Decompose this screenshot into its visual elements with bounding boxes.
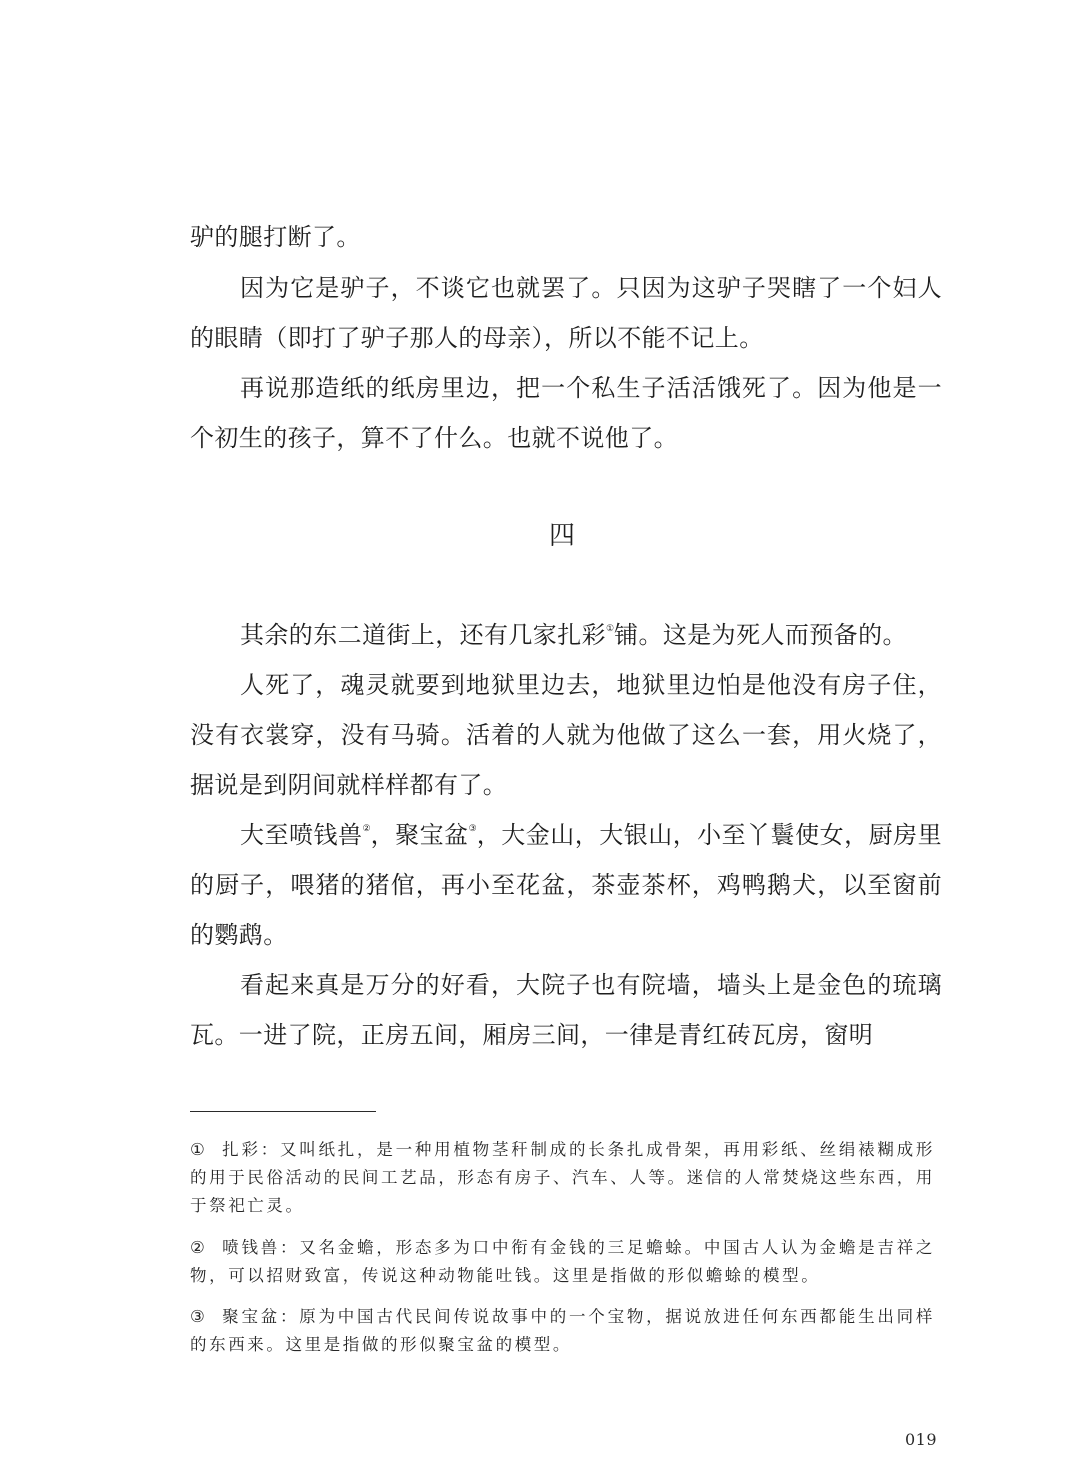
paragraph (190, 263, 942, 363)
footnote-2 (190, 1234, 935, 1290)
paragraph-text: 大至喷钱兽 (240, 821, 363, 849)
paragraph-text: 其余的东二道街上，还有几家扎彩 (240, 621, 606, 649)
footnote-number: ② (190, 1238, 205, 1257)
paragraph-text: 驴的腿打断了。 (190, 223, 361, 251)
paragraph (190, 363, 942, 463)
footnote-text: 扎彩：又叫纸扎，是一种用植物茎秆制成的长条扎成骨架，再用彩纸、丝绢裱糊成形的用于民俗活动的民间工艺品，形态有房子、汽车、人等。迷信的人常焚烧这些东西，用于祭祀亡灵。 (190, 1140, 935, 1215)
section-heading: 四 (548, 521, 575, 551)
footnote-ref-3[interactable]: ③ (468, 824, 477, 834)
paragraph-text: 再说那造纸的纸房里边，把一个私生子活活饿死了。因为他是一个初生的孩子，算不了什么。也就不说他了。 (190, 374, 942, 452)
footnote-number: ① (190, 1140, 205, 1159)
footnote-3 (190, 1303, 935, 1359)
paragraph (190, 810, 942, 960)
page-number: 019 (905, 1430, 938, 1449)
footnote-text: 聚宝盆：原为中国古代民间传说故事中的一个宝物，据说放进任何东西都能生出同样的东西来。这里是指做的形似聚宝盆的模型。 (190, 1307, 935, 1354)
paragraph-text: ，聚宝盆 (370, 821, 469, 849)
paragraph-text: 人死了，魂灵就要到地狱里边去，地狱里边怕是他没有房子住，没有衣裳穿，没有马骑。活着的人就为他做了这么一套，用火烧了，据说是到阴间就样样都有了。 (190, 671, 942, 799)
paragraph (190, 212, 942, 262)
footnote-1 (190, 1136, 935, 1220)
paragraph-text: 因为它是驴子，不谈它也就罢了。只因为这驴子哭瞎了一个妇人的眼睛（即打了驴子那人的母亲），所以不能不记上。 (190, 274, 942, 352)
footnote-ref-1[interactable]: ① (606, 624, 615, 634)
footnote-text: 喷钱兽：又名金蟾，形态多为口中衔有金钱的三足蟾蜍。中国古人认为金蟾是吉祥之物，可以招财致富，传说这种动物能吐钱。这里是指做的形似蟾蜍的模型。 (190, 1238, 935, 1285)
paragraph-text: ，大金山，大银山，小至丫鬟使女，厨房里的厨子，喂猪的猪倌，再小至花盆，茶壶茶杯，鸡鸭鹅犬，以至窗前的鹦鹉。 (190, 821, 942, 949)
paragraph-text: 铺。这是为死人而预备的。 (614, 621, 907, 649)
paragraph-text: 看起来真是万分的好看，大院子也有院墙，墙头上是金色的琉璃瓦。一进了院，正房五间，厢房三间，一律是青红砖瓦房，窗明 (190, 971, 942, 1049)
paragraph (190, 660, 942, 810)
footnote-ref-2[interactable]: ② (362, 824, 371, 834)
footnote-divider (190, 1111, 376, 1112)
paragraph (190, 960, 942, 1060)
paragraph (190, 610, 942, 660)
footnote-number: ③ (190, 1307, 205, 1326)
